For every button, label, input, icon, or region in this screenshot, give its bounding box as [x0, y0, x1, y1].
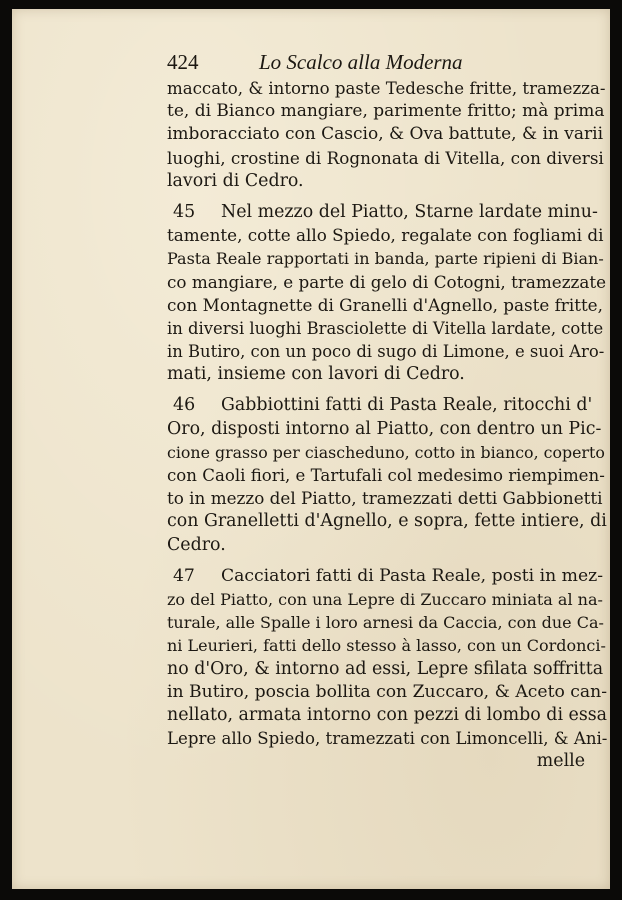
- paragraph-number: 47: [173, 565, 195, 586]
- paragraph-45: [167, 201, 607, 387]
- paragraph-47: [167, 565, 607, 774]
- text-line: nellato, armata intorno con pezzi di lombo di essa: [167, 704, 608, 725]
- page-header: [167, 49, 607, 75]
- text-line: co mangiare, e parte di gelo di Cotogni, tramezzate: [167, 271, 607, 292]
- text-line: cione grasso per ciascheduno, cotto in bianco, coperto: [167, 442, 605, 462]
- text-line: turale, alle Spalle i loro arnesi da Caccia, con due Ca-: [167, 613, 604, 633]
- text-line: ni Leurieri, fatti dello stesso à lasso, con un Cordonci-: [167, 636, 606, 656]
- paragraph-number: 45: [173, 201, 196, 222]
- text-line: con Montagnette di Granelli d'Agnello, paste fritte,: [167, 294, 603, 315]
- text-line: zo del Piatto, con una Lepre di Zuccaro miniata al na-: [167, 589, 603, 609]
- text-line: Pasta Reale rapportati in banda, parte ripieni di Bian-: [167, 249, 604, 269]
- text-line: in diversi luoghi Brasciolette di Vitella lardate, cotte: [167, 318, 604, 338]
- paragraph-46: [167, 394, 607, 556]
- book-page: [12, 9, 610, 889]
- text-line: in Butiro, poscia bollita con Zuccaro, & Aceto can-: [167, 681, 608, 702]
- catchword: melle: [536, 751, 585, 772]
- text-line: con Granelletti d'Agnello, e sopra, fette intiere, di: [167, 511, 607, 532]
- text-line: to in mezzo del Piatto, tramezzati detti Gabbionetti: [167, 488, 603, 509]
- text-line: te, di Bianco mangiare, parimente fritto; mà prima: [167, 101, 605, 122]
- page-number: 424: [167, 50, 199, 74]
- text-line: Cacciatori fatti di Pasta Reale, posti in mez-: [221, 565, 604, 586]
- text-line: Lepre allo Spiedo, tramezzati con Limoncelli, & Ani-: [167, 729, 608, 749]
- text-line: luoghi, crostine di Rognonata di Vitella, con diversi: [167, 147, 604, 168]
- text-line: no d'Oro, & intorno ad essi, Lepre sfilata soffritta: [167, 658, 604, 679]
- text-line: in Butiro, con un poco di sugo di Limone, e suoi Aro-: [167, 342, 605, 362]
- text-line: tamente, cotte allo Spiedo, regalate con fogliami di: [167, 225, 604, 246]
- running-head: Lo Scalco alla Moderna: [259, 50, 463, 74]
- text-line: Gabbiottini fatti di Pasta Reale, ritocchi d': [221, 395, 593, 416]
- text-line: imboracciato con Cascio, & Ova battute, & in varii: [167, 124, 604, 145]
- text-line: Nel mezzo del Piatto, Starne lardate minu-: [221, 201, 598, 222]
- text-line: maccato, & intorno paste Tedesche fritte, tramezza-: [167, 79, 606, 98]
- text-line: con Caoli fiori, e Tartufali col medesimo riempimen-: [167, 466, 605, 485]
- text-line: lavori di Cedro.: [167, 170, 304, 191]
- paragraph-continuation: [167, 77, 607, 193]
- text-line: Oro, disposti intorno al Piatto, con dentro un Pic-: [167, 418, 602, 439]
- text-line: Cedro.: [167, 534, 226, 555]
- text-line: mati, insieme con lavori di Cedro.: [167, 364, 465, 385]
- page-text-block: [167, 49, 607, 773]
- paragraph-number: 46: [173, 395, 196, 416]
